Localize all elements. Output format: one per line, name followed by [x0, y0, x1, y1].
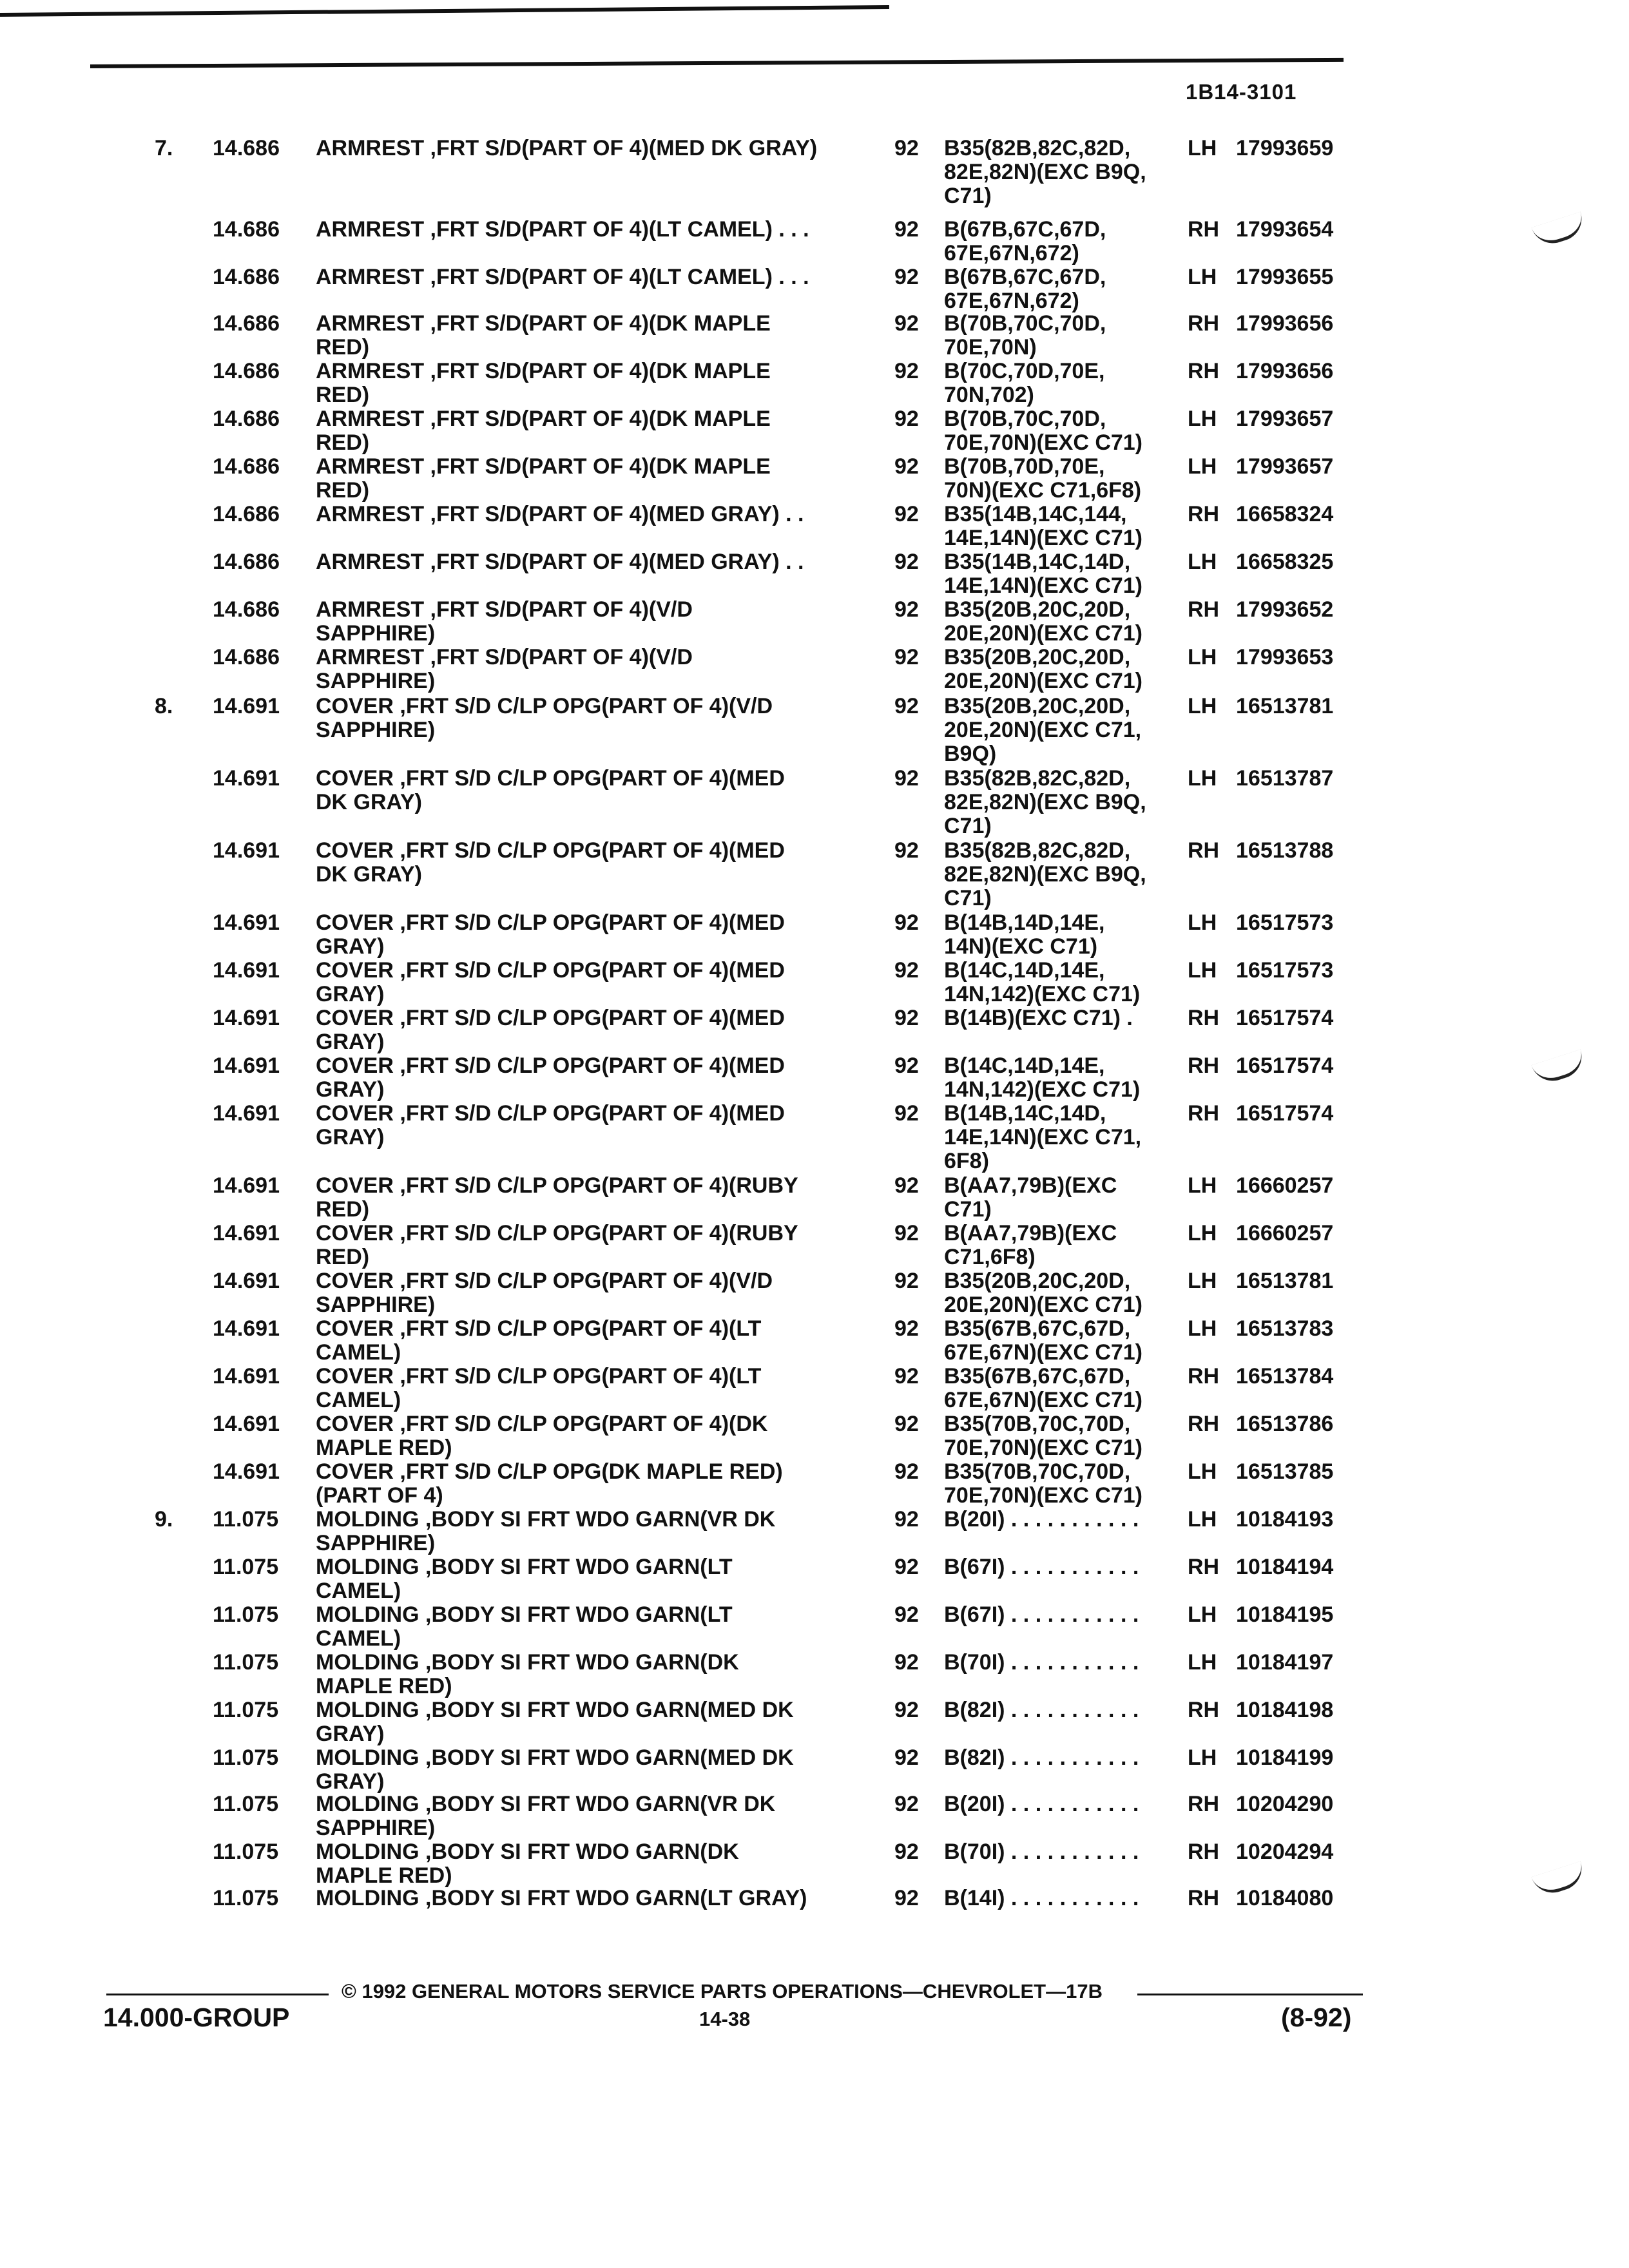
- description-detail: ,FRT S/D C/LP OPG(PART OF 4)(RUBY RED): [316, 1221, 798, 1269]
- part-number: 10184194: [1236, 1555, 1334, 1579]
- side: RH: [1188, 359, 1220, 383]
- description: [316, 1840, 883, 1888]
- group-number: 14.691: [213, 1053, 280, 1078]
- description: [316, 646, 883, 693]
- application: B35(20B,20C,20D, 20E,20N)(EXC C71): [944, 645, 1143, 693]
- description: [316, 1651, 883, 1698]
- application: B35(14B,14C,14D, 14E,14N)(EXC C71): [944, 550, 1143, 598]
- application: B(70I) . . . . . . . . . . .: [944, 1840, 1139, 1864]
- application: B(14C,14D,14E, 14N,142)(EXC C71): [944, 1053, 1141, 1102]
- group-number: 14.686: [213, 217, 280, 242]
- footer-rule-right: [1137, 1994, 1363, 1995]
- description: [316, 312, 883, 360]
- description-name: MOLDING: [316, 1792, 419, 1816]
- description-name: COVER: [316, 1221, 394, 1245]
- description-detail: ,FRT S/D(PART OF 4)(DK MAPLE RED): [316, 311, 771, 360]
- description-name: MOLDING: [316, 1840, 419, 1864]
- side: RH: [1188, 1101, 1220, 1126]
- description: [316, 218, 883, 242]
- description-name: COVER: [316, 1269, 394, 1293]
- part-number: 16658324: [1236, 502, 1334, 526]
- description-name: ARMREST: [316, 407, 425, 431]
- description-detail: ,FRT S/D C/LP OPG(PART OF 4)(MED GRAY): [316, 958, 785, 1006]
- application: B35(14B,14C,144, 14E,14N)(EXC C71): [944, 502, 1143, 550]
- side: LH: [1188, 1459, 1217, 1484]
- description: [316, 1174, 883, 1222]
- model-year: 92: [894, 1507, 919, 1532]
- description-detail: ,FRT S/D C/LP OPG(PART OF 4)(V/D SAPPHIRE): [316, 1269, 773, 1317]
- side: LH: [1188, 1507, 1217, 1532]
- description: [316, 1222, 883, 1269]
- side: LH: [1188, 766, 1217, 791]
- description-name: ARMREST: [316, 136, 425, 160]
- model-year: 92: [894, 958, 919, 983]
- model-year: 92: [894, 597, 919, 622]
- description: [316, 1365, 883, 1412]
- part-number: 16513783: [1236, 1316, 1334, 1341]
- document-code: 1B14-3101: [1186, 80, 1297, 104]
- description-detail: ,BODY SI FRT WDO GARN(VR DK SAPPHIRE): [316, 1507, 776, 1555]
- group-number: 11.075: [213, 1792, 279, 1816]
- group-number: 14.691: [213, 1412, 280, 1436]
- description-detail: ,BODY SI FRT WDO GARN(DK MAPLE RED): [316, 1650, 739, 1698]
- part-number: 17993655: [1236, 265, 1334, 289]
- description: [316, 503, 883, 526]
- side: LH: [1188, 1602, 1217, 1627]
- side: RH: [1188, 838, 1220, 863]
- model-year: 92: [894, 1173, 919, 1198]
- model-year: 92: [894, 1269, 919, 1293]
- side: RH: [1188, 1006, 1220, 1030]
- ref-number: 9.: [155, 1507, 173, 1532]
- group-number: 14.691: [213, 766, 280, 791]
- model-year: 92: [894, 1745, 919, 1770]
- group-number: 11.075: [213, 1886, 279, 1910]
- application: B(67B,67C,67D, 67E,67N,672): [944, 265, 1106, 313]
- group-number: 11.075: [213, 1745, 279, 1770]
- model-year: 92: [894, 217, 919, 242]
- side: RH: [1188, 1412, 1220, 1436]
- part-number: 16660257: [1236, 1173, 1334, 1198]
- side: LH: [1188, 1221, 1217, 1245]
- group-number: 14.686: [213, 502, 280, 526]
- side: LH: [1188, 1173, 1217, 1198]
- description-name: ARMREST: [316, 597, 425, 622]
- ref-number: 7.: [155, 136, 173, 160]
- model-year: 92: [894, 1555, 919, 1579]
- group-number: 14.691: [213, 958, 280, 983]
- part-number: 16658325: [1236, 550, 1334, 574]
- description-detail: ,BODY SI FRT WDO GARN(VR DK SAPPHIRE): [316, 1792, 776, 1840]
- model-year: 92: [894, 1221, 919, 1245]
- part-number: 16517574: [1236, 1006, 1334, 1030]
- group-number: 14.691: [213, 838, 280, 863]
- part-number: 16660257: [1236, 1221, 1334, 1245]
- description: [316, 911, 883, 959]
- side: LH: [1188, 265, 1217, 289]
- application: B(67B,67C,67D, 67E,67N,672): [944, 217, 1106, 265]
- group-number: 14.686: [213, 311, 280, 336]
- side: RH: [1188, 502, 1220, 526]
- model-year: 92: [894, 1006, 919, 1030]
- group-number: 14.686: [213, 265, 280, 289]
- description-detail: ,FRT S/D(PART OF 4)(LT CAMEL) . . .: [424, 265, 809, 289]
- group-number: 14.686: [213, 645, 280, 669]
- side: RH: [1188, 1840, 1220, 1864]
- part-number: 17993654: [1236, 217, 1334, 242]
- description: [316, 455, 883, 503]
- model-year: 92: [894, 910, 919, 935]
- description-detail: ,FRT S/D C/LP OPG(PART OF 4)(MED GRAY): [316, 1006, 785, 1054]
- description-name: ARMREST: [316, 217, 425, 242]
- group-number: 14.686: [213, 359, 280, 383]
- application: B(14B,14D,14E, 14N)(EXC C71): [944, 910, 1105, 959]
- application: B(70B,70C,70D, 70E,70N): [944, 311, 1106, 360]
- description: [316, 598, 883, 646]
- description-name: MOLDING: [316, 1555, 419, 1579]
- group-number: 14.691: [213, 1364, 280, 1389]
- description-name: ARMREST: [316, 311, 425, 336]
- description-name: ARMREST: [316, 359, 425, 383]
- description-detail: ,FRT S/D(PART OF 4)(DK MAPLE RED): [316, 454, 771, 503]
- copyright-notice: © 1992 GENERAL MOTORS SERVICE PARTS OPERATIONS—CHEVROLET—17B: [342, 1980, 1103, 2003]
- application: B(70C,70D,70E, 70N,702): [944, 359, 1105, 407]
- application: B(82I) . . . . . . . . . . .: [944, 1698, 1139, 1722]
- description: [316, 1887, 883, 1910]
- footer-rule-left: [106, 1994, 329, 1995]
- group-number: 14.691: [213, 910, 280, 935]
- part-number: 16513786: [1236, 1412, 1334, 1436]
- group-number: 14.691: [213, 1269, 280, 1293]
- model-year: 92: [894, 407, 919, 431]
- application: B(AA7,79B)(EXC C71): [944, 1173, 1117, 1222]
- side: LH: [1188, 454, 1217, 479]
- application: B35(70B,70C,70D, 70E,70N)(EXC C71): [944, 1412, 1143, 1460]
- description-detail: ,FRT S/D C/LP OPG(DK MAPLE RED) (PART OF 4): [316, 1459, 783, 1508]
- application: B(14B,14C,14D, 14E,14N)(EXC C71, 6F8): [944, 1101, 1142, 1173]
- description-name: MOLDING: [316, 1886, 419, 1910]
- side: LH: [1188, 645, 1217, 669]
- description-detail: ,FRT S/D C/LP OPG(PART OF 4)(MED DK GRAY): [316, 838, 785, 887]
- description-detail: ,FRT S/D C/LP OPG(PART OF 4)(MED GRAY): [316, 910, 785, 959]
- group-number: 11.075: [213, 1507, 279, 1532]
- application: B(67I) . . . . . . . . . . .: [944, 1555, 1139, 1579]
- part-number: 10204294: [1236, 1840, 1334, 1864]
- description: [316, 839, 883, 887]
- model-year: 92: [894, 694, 919, 718]
- side: LH: [1188, 1745, 1217, 1770]
- description-name: ARMREST: [316, 454, 425, 479]
- description-name: COVER: [316, 1364, 394, 1389]
- description-detail: ,FRT S/D C/LP OPG(PART OF 4)(MED GRAY): [316, 1101, 785, 1149]
- model-year: 92: [894, 1364, 919, 1389]
- description-detail: ,BODY SI FRT WDO GARN(LT GRAY): [419, 1886, 807, 1910]
- part-number: 17993652: [1236, 597, 1334, 622]
- model-year: 92: [894, 1412, 919, 1436]
- application: B35(82B,82C,82D, 82E,82N)(EXC B9Q, C71): [944, 838, 1146, 910]
- group-number: 14.686: [213, 136, 280, 160]
- part-number: 17993653: [1236, 645, 1334, 669]
- page-number: 14-38: [699, 2008, 751, 2030]
- model-year: 92: [894, 1053, 919, 1078]
- description: [316, 1317, 883, 1365]
- description-name: COVER: [316, 1006, 394, 1030]
- side: LH: [1188, 550, 1217, 574]
- description-detail: ,BODY SI FRT WDO GARN(LT CAMEL): [316, 1555, 733, 1603]
- description-name: MOLDING: [316, 1650, 419, 1675]
- description: [316, 1698, 883, 1746]
- description: [316, 1460, 883, 1508]
- description: [316, 1054, 883, 1102]
- side: LH: [1188, 958, 1217, 983]
- application: B(70B,70D,70E, 70N)(EXC C71,6F8): [944, 454, 1142, 503]
- model-year: 92: [894, 454, 919, 479]
- model-year: 92: [894, 311, 919, 336]
- model-year: 92: [894, 1698, 919, 1722]
- group-number: 14.686: [213, 454, 280, 479]
- model-year: 92: [894, 1792, 919, 1816]
- application: B(67I) . . . . . . . . . . .: [944, 1602, 1139, 1627]
- part-number: 16513788: [1236, 838, 1334, 863]
- description-name: COVER: [316, 694, 394, 718]
- application: B(82I) . . . . . . . . . . .: [944, 1745, 1139, 1770]
- application: B35(67B,67C,67D, 67E,67N)(EXC C71): [944, 1364, 1143, 1412]
- side: RH: [1188, 1364, 1220, 1389]
- part-number: 16517573: [1236, 958, 1334, 983]
- application: B35(82B,82C,82D, 82E,82N)(EXC B9Q, C71): [944, 136, 1146, 208]
- application: B35(20B,20C,20D, 20E,20N)(EXC C71): [944, 597, 1143, 646]
- description-name: ARMREST: [316, 645, 425, 669]
- description: [316, 407, 883, 455]
- description-name: ARMREST: [316, 265, 425, 289]
- description-detail: ,FRT S/D C/LP OPG(PART OF 4)(LT CAMEL): [316, 1364, 762, 1412]
- description-detail: ,FRT S/D C/LP OPG(PART OF 4)(MED DK GRAY): [316, 766, 785, 814]
- side: LH: [1188, 1650, 1217, 1675]
- description-name: COVER: [316, 910, 394, 935]
- group-number: 14.686: [213, 597, 280, 622]
- part-number: 16513781: [1236, 1269, 1334, 1293]
- application: B(20I) . . . . . . . . . . .: [944, 1792, 1139, 1816]
- description-name: COVER: [316, 1316, 394, 1341]
- model-year: 92: [894, 502, 919, 526]
- group-number: 11.075: [213, 1840, 279, 1864]
- description: [316, 959, 883, 1006]
- part-number: 16517573: [1236, 910, 1334, 935]
- group-number: 11.075: [213, 1602, 279, 1627]
- application: B35(67B,67C,67D, 67E,67N)(EXC C71): [944, 1316, 1143, 1365]
- description-detail: ,BODY SI FRT WDO GARN(MED DK GRAY): [316, 1698, 794, 1746]
- group-number: 11.075: [213, 1555, 279, 1579]
- part-number: 17993657: [1236, 454, 1334, 479]
- group-number: 14.691: [213, 1006, 280, 1030]
- description: [316, 265, 883, 289]
- side: LH: [1188, 1316, 1217, 1341]
- model-year: 92: [894, 359, 919, 383]
- description: [316, 137, 883, 160]
- description: [316, 767, 883, 814]
- side: LH: [1188, 1269, 1217, 1293]
- side: RH: [1188, 1698, 1220, 1722]
- group-number: 14.691: [213, 1221, 280, 1245]
- date-code: (8-92): [1281, 2003, 1352, 2032]
- application: B35(20B,20C,20D, 20E,20N)(EXC C71): [944, 1269, 1143, 1317]
- side: RH: [1188, 311, 1220, 336]
- description-name: COVER: [316, 1053, 394, 1078]
- description-name: ARMREST: [316, 502, 425, 526]
- description-detail: ,BODY SI FRT WDO GARN(LT CAMEL): [316, 1602, 733, 1651]
- group-number: 11.075: [213, 1698, 279, 1722]
- description-detail: ,FRT S/D C/LP OPG(PART OF 4)(V/D SAPPHIRE): [316, 694, 773, 742]
- group-number: 14.691: [213, 1101, 280, 1126]
- model-year: 92: [894, 1650, 919, 1675]
- group-number: 14.686: [213, 550, 280, 574]
- description-name: MOLDING: [316, 1745, 419, 1770]
- description-detail: ,FRT S/D(PART OF 4)(MED DK GRAY): [424, 136, 818, 160]
- application: B(70B,70C,70D, 70E,70N)(EXC C71): [944, 407, 1143, 455]
- description-name: COVER: [316, 958, 394, 983]
- part-number: 16513781: [1236, 694, 1334, 718]
- group-number: 11.075: [213, 1650, 279, 1675]
- side: RH: [1188, 597, 1220, 622]
- side: RH: [1188, 1886, 1220, 1910]
- part-number: 17993657: [1236, 407, 1334, 431]
- side: LH: [1188, 694, 1217, 718]
- side: LH: [1188, 407, 1217, 431]
- description: [316, 695, 883, 742]
- description-detail: ,FRT S/D(PART OF 4)(DK MAPLE RED): [316, 359, 771, 407]
- part-number: 17993656: [1236, 359, 1334, 383]
- model-year: 92: [894, 265, 919, 289]
- description: [316, 1006, 883, 1054]
- group-number: 14.691: [213, 694, 280, 718]
- model-year: 92: [894, 838, 919, 863]
- description-name: COVER: [316, 1412, 394, 1436]
- description-detail: ,FRT S/D C/LP OPG(PART OF 4)(MED GRAY): [316, 1053, 785, 1102]
- part-number: 10184195: [1236, 1602, 1334, 1627]
- part-number: 10184198: [1236, 1698, 1334, 1722]
- ref-number: 8.: [155, 694, 173, 718]
- application: B(70I) . . . . . . . . . . .: [944, 1650, 1139, 1675]
- application: B35(70B,70C,70D, 70E,70N)(EXC C71): [944, 1459, 1143, 1508]
- model-year: 92: [894, 1602, 919, 1627]
- application: B35(82B,82C,82D, 82E,82N)(EXC B9Q, C71): [944, 766, 1146, 838]
- model-year: 92: [894, 1459, 919, 1484]
- description-name: COVER: [316, 1173, 394, 1198]
- description: [316, 1102, 883, 1149]
- group-number: 14.691: [213, 1173, 280, 1198]
- side: RH: [1188, 1053, 1220, 1078]
- description-detail: ,FRT S/D(PART OF 4)(MED GRAY) . .: [424, 502, 804, 526]
- side: RH: [1188, 1555, 1220, 1579]
- part-number: 10184080: [1236, 1886, 1334, 1910]
- part-number: 10184199: [1236, 1745, 1334, 1770]
- application: B(14C,14D,14E, 14N,142)(EXC C71): [944, 958, 1141, 1006]
- model-year: 92: [894, 645, 919, 669]
- application: B35(20B,20C,20D, 20E,20N)(EXC C71, B9Q): [944, 694, 1142, 766]
- group-label: 14.000-GROUP: [103, 2003, 290, 2032]
- side: LH: [1188, 136, 1217, 160]
- part-number: 16517574: [1236, 1053, 1334, 1078]
- description: [316, 1792, 883, 1840]
- description: [316, 550, 883, 574]
- description-detail: ,FRT S/D C/LP OPG(PART OF 4)(RUBY RED): [316, 1173, 798, 1222]
- part-number: 17993659: [1236, 136, 1334, 160]
- part-number: 10204290: [1236, 1792, 1334, 1816]
- side: LH: [1188, 910, 1217, 935]
- model-year: 92: [894, 550, 919, 574]
- part-number: 10184197: [1236, 1650, 1334, 1675]
- description-detail: ,FRT S/D(PART OF 4)(LT CAMEL) . . .: [424, 217, 809, 242]
- description-detail: ,BODY SI FRT WDO GARN(DK MAPLE RED): [316, 1840, 739, 1888]
- description-detail: ,BODY SI FRT WDO GARN(MED DK GRAY): [316, 1745, 794, 1794]
- description: [316, 1746, 883, 1794]
- description-name: COVER: [316, 1101, 394, 1126]
- application: B(14B)(EXC C71) .: [944, 1006, 1133, 1030]
- model-year: 92: [894, 136, 919, 160]
- group-number: 14.691: [213, 1459, 280, 1484]
- description-detail: ,FRT S/D(PART OF 4)(MED GRAY) . .: [424, 550, 804, 574]
- description-detail: ,FRT S/D C/LP OPG(PART OF 4)(DK MAPLE RED): [316, 1412, 768, 1460]
- part-number: 16513784: [1236, 1364, 1334, 1389]
- description: [316, 360, 883, 407]
- description-detail: ,FRT S/D(PART OF 4)(V/D SAPPHIRE): [316, 645, 693, 693]
- description: [316, 1508, 883, 1555]
- description: [316, 1555, 883, 1603]
- model-year: 92: [894, 1886, 919, 1910]
- side: RH: [1188, 1792, 1220, 1816]
- part-number: 16513787: [1236, 766, 1334, 791]
- model-year: 92: [894, 1840, 919, 1864]
- description-name: COVER: [316, 1459, 394, 1484]
- side: RH: [1188, 217, 1220, 242]
- description-detail: ,FRT S/D(PART OF 4)(V/D SAPPHIRE): [316, 597, 693, 646]
- application: B(AA7,79B)(EXC C71,6F8): [944, 1221, 1117, 1269]
- description-name: MOLDING: [316, 1507, 419, 1532]
- description-name: COVER: [316, 766, 394, 791]
- group-number: 14.691: [213, 1316, 280, 1341]
- description-name: ARMREST: [316, 550, 425, 574]
- part-number: 16517574: [1236, 1101, 1334, 1126]
- part-number: 16513785: [1236, 1459, 1334, 1484]
- description: [316, 1603, 883, 1651]
- model-year: 92: [894, 1316, 919, 1341]
- description-detail: ,FRT S/D C/LP OPG(PART OF 4)(LT CAMEL): [316, 1316, 762, 1365]
- part-number: 10184193: [1236, 1507, 1334, 1532]
- description: [316, 1412, 883, 1460]
- model-year: 92: [894, 766, 919, 791]
- description-name: COVER: [316, 838, 394, 863]
- application: B(20I) . . . . . . . . . . .: [944, 1507, 1139, 1532]
- description: [316, 1269, 883, 1317]
- description-name: MOLDING: [316, 1602, 419, 1627]
- model-year: 92: [894, 1101, 919, 1126]
- part-number: 17993656: [1236, 311, 1334, 336]
- application: B(14I) . . . . . . . . . . .: [944, 1886, 1139, 1910]
- description-name: MOLDING: [316, 1698, 419, 1722]
- group-number: 14.686: [213, 407, 280, 431]
- description-detail: ,FRT S/D(PART OF 4)(DK MAPLE RED): [316, 407, 771, 455]
